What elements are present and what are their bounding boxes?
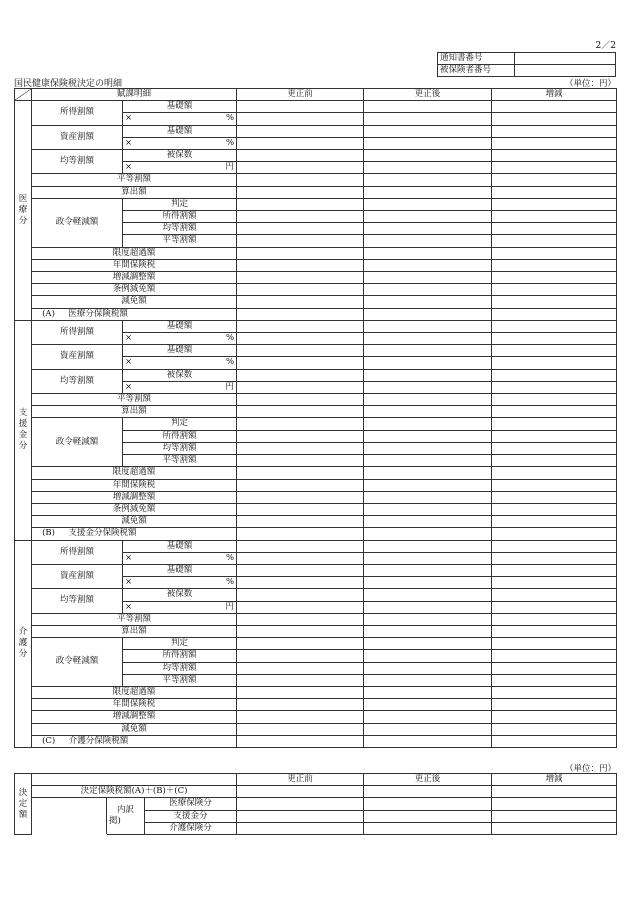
value-after[interactable] bbox=[364, 577, 492, 589]
value-diff[interactable] bbox=[492, 333, 617, 345]
final-total-label: 決定保険税額(A)＋(B)＋(C) bbox=[32, 786, 237, 798]
section-total-label: (C) 介護分保険税額 bbox=[32, 735, 237, 747]
value-diff[interactable] bbox=[492, 674, 617, 686]
final-unit-label: （単位：円） bbox=[564, 764, 616, 774]
value-diff[interactable] bbox=[492, 381, 617, 393]
row-red-income: 所得割額 bbox=[123, 211, 237, 223]
value-before[interactable] bbox=[237, 674, 364, 686]
breakdown-support-diff[interactable] bbox=[492, 810, 617, 822]
row-income: 所得割額 bbox=[32, 540, 123, 564]
final-col-before: 更正前 bbox=[237, 774, 364, 786]
row-limit: 限度超過額 bbox=[32, 247, 237, 259]
row-annual: 年間保険税 bbox=[32, 699, 237, 711]
value-before[interactable] bbox=[237, 479, 364, 491]
value-after[interactable] bbox=[364, 650, 492, 662]
value-after[interactable] bbox=[364, 686, 492, 698]
final-side-label: 決 定 額 bbox=[15, 774, 32, 835]
header-corner bbox=[15, 89, 32, 101]
value-diff[interactable] bbox=[492, 308, 617, 320]
rate-cell: × % bbox=[123, 552, 237, 564]
row-base: 基礎額 bbox=[123, 101, 237, 113]
row-base: 基礎額 bbox=[123, 125, 237, 137]
value-after[interactable] bbox=[364, 101, 492, 113]
value-after[interactable] bbox=[364, 284, 492, 296]
value-after[interactable] bbox=[364, 491, 492, 503]
value-diff[interactable] bbox=[492, 174, 617, 186]
row-asset: 資産割額 bbox=[32, 564, 123, 588]
value-diff[interactable] bbox=[492, 320, 617, 332]
value-after[interactable] bbox=[364, 272, 492, 284]
row-flat: 平等割額 bbox=[32, 174, 237, 186]
breakdown-support-before[interactable] bbox=[237, 810, 364, 822]
row-base: 基礎額 bbox=[123, 345, 237, 357]
value-after[interactable] bbox=[364, 150, 492, 162]
value-after[interactable] bbox=[364, 223, 492, 235]
row-judge: 判定 bbox=[123, 198, 237, 210]
value-before[interactable] bbox=[237, 455, 364, 467]
row-red-income: 所得割額 bbox=[123, 430, 237, 442]
value-before[interactable] bbox=[237, 113, 364, 125]
row-calc: 算出額 bbox=[32, 625, 237, 637]
section-label: 医 療 分 bbox=[15, 101, 32, 321]
value-after[interactable] bbox=[364, 699, 492, 711]
rate-cell: × % bbox=[123, 577, 237, 589]
value-before[interactable] bbox=[237, 333, 364, 345]
value-before[interactable] bbox=[237, 723, 364, 735]
value-before[interactable] bbox=[237, 125, 364, 137]
value-before[interactable] bbox=[237, 259, 364, 271]
row-red-flat: 平等割額 bbox=[123, 455, 237, 467]
page-title: 国民健康保険税決定の明細 bbox=[14, 79, 123, 89]
value-diff[interactable] bbox=[492, 345, 617, 357]
unit-label: （単位：円） bbox=[564, 79, 616, 89]
value-before[interactable] bbox=[237, 296, 364, 308]
value-before[interactable] bbox=[237, 247, 364, 259]
page-number: 2／2 bbox=[595, 41, 616, 51]
value-after[interactable] bbox=[364, 430, 492, 442]
value-after[interactable] bbox=[364, 137, 492, 149]
value-before[interactable] bbox=[237, 235, 364, 247]
row-ordinance: 条例減免額 bbox=[32, 503, 237, 515]
row-red-equal: 均等割額 bbox=[123, 442, 237, 454]
value-after[interactable] bbox=[364, 516, 492, 528]
col-before: 更正前 bbox=[237, 89, 364, 101]
row-base: 基礎額 bbox=[123, 564, 237, 576]
value-after[interactable] bbox=[364, 162, 492, 174]
row-adjust: 増減調整額 bbox=[32, 711, 237, 723]
breakdown-support-label: 支援金分 bbox=[145, 810, 237, 822]
value-diff[interactable] bbox=[492, 162, 617, 174]
value-before[interactable] bbox=[237, 162, 364, 174]
value-after[interactable] bbox=[364, 589, 492, 601]
value-before[interactable] bbox=[237, 308, 364, 320]
value-after[interactable] bbox=[364, 357, 492, 369]
breakdown-medical-diff[interactable] bbox=[492, 798, 617, 810]
value-diff[interactable] bbox=[492, 211, 617, 223]
value-before[interactable] bbox=[237, 564, 364, 576]
breakdown-care-diff[interactable] bbox=[492, 822, 617, 834]
value-diff[interactable] bbox=[492, 430, 617, 442]
value-before[interactable] bbox=[237, 577, 364, 589]
value-before[interactable] bbox=[237, 625, 364, 637]
value-diff[interactable] bbox=[492, 491, 617, 503]
row-adjust: 増減調整額 bbox=[32, 272, 237, 284]
row-red-flat: 平等割額 bbox=[123, 674, 237, 686]
rate-cell: × 円 bbox=[123, 162, 237, 174]
row-adjust: 増減調整額 bbox=[32, 491, 237, 503]
value-diff[interactable] bbox=[492, 247, 617, 259]
value-after[interactable] bbox=[364, 333, 492, 345]
row-red-income: 所得割額 bbox=[123, 650, 237, 662]
value-before[interactable] bbox=[237, 711, 364, 723]
value-before[interactable] bbox=[237, 467, 364, 479]
value-diff[interactable] bbox=[492, 516, 617, 528]
value-after[interactable] bbox=[364, 479, 492, 491]
final-col-after: 更正後 bbox=[364, 774, 492, 786]
value-diff[interactable] bbox=[492, 406, 617, 418]
row-equal: 均等割額 bbox=[32, 369, 123, 393]
row-calc: 算出額 bbox=[32, 406, 237, 418]
row-equal: 均等割額 bbox=[32, 589, 123, 613]
value-before[interactable] bbox=[237, 516, 364, 528]
row-insured: 被保数 bbox=[123, 369, 237, 381]
value-before[interactable] bbox=[237, 137, 364, 149]
value-diff[interactable] bbox=[492, 723, 617, 735]
value-diff[interactable] bbox=[492, 259, 617, 271]
final-total-diff[interactable] bbox=[492, 786, 617, 798]
value-after[interactable] bbox=[364, 601, 492, 613]
breakdown-medical-before[interactable] bbox=[237, 798, 364, 810]
value-diff[interactable] bbox=[492, 357, 617, 369]
value-diff[interactable] bbox=[492, 528, 617, 540]
value-before[interactable] bbox=[237, 101, 364, 113]
value-diff[interactable] bbox=[492, 150, 617, 162]
value-diff[interactable] bbox=[492, 662, 617, 674]
breakdown-support-after[interactable] bbox=[364, 810, 492, 822]
row-equal: 均等割額 bbox=[32, 150, 123, 174]
value-after[interactable] bbox=[364, 247, 492, 259]
notice-number-label: 通知書番号 bbox=[438, 53, 515, 65]
value-before[interactable] bbox=[237, 613, 364, 625]
value-after[interactable] bbox=[364, 455, 492, 467]
col-diff: 増減 bbox=[492, 89, 617, 101]
value-diff[interactable] bbox=[492, 455, 617, 467]
value-before[interactable] bbox=[237, 686, 364, 698]
value-diff[interactable] bbox=[492, 735, 617, 747]
final-total-after[interactable] bbox=[364, 786, 492, 798]
row-insured: 被保数 bbox=[123, 150, 237, 162]
row-judge: 判定 bbox=[123, 638, 237, 650]
value-after[interactable] bbox=[364, 259, 492, 271]
value-before[interactable] bbox=[237, 357, 364, 369]
row-flat: 平等割額 bbox=[32, 613, 237, 625]
value-after[interactable] bbox=[364, 711, 492, 723]
value-before[interactable] bbox=[237, 503, 364, 515]
insured-number-label: 被保険者番号 bbox=[438, 65, 515, 77]
value-after[interactable] bbox=[364, 125, 492, 137]
value-before[interactable] bbox=[237, 320, 364, 332]
value-after[interactable] bbox=[364, 418, 492, 430]
row-base: 基礎額 bbox=[123, 540, 237, 552]
value-diff[interactable] bbox=[492, 272, 617, 284]
value-diff[interactable] bbox=[492, 284, 617, 296]
value-after[interactable] bbox=[364, 406, 492, 418]
value-diff[interactable] bbox=[492, 613, 617, 625]
final-total-before[interactable] bbox=[237, 786, 364, 798]
breakdown-label: 内訳 掲) bbox=[107, 798, 145, 835]
value-after[interactable] bbox=[364, 735, 492, 747]
final-amount-table bbox=[14, 773, 617, 835]
value-diff[interactable] bbox=[492, 101, 617, 113]
value-after[interactable] bbox=[364, 113, 492, 125]
value-before[interactable] bbox=[237, 223, 364, 235]
row-reduction: 政令軽減額 bbox=[32, 638, 123, 687]
value-after[interactable] bbox=[364, 674, 492, 686]
value-before[interactable] bbox=[237, 186, 364, 198]
value-after[interactable] bbox=[364, 552, 492, 564]
value-diff[interactable] bbox=[492, 552, 617, 564]
row-exemption: 減免額 bbox=[32, 723, 237, 735]
row-red-equal: 均等割額 bbox=[123, 223, 237, 235]
value-before[interactable] bbox=[237, 174, 364, 186]
value-diff[interactable] bbox=[492, 589, 617, 601]
value-before[interactable] bbox=[237, 650, 364, 662]
col-after: 更正後 bbox=[364, 89, 492, 101]
value-after[interactable] bbox=[364, 198, 492, 210]
value-before[interactable] bbox=[237, 381, 364, 393]
value-before[interactable] bbox=[237, 430, 364, 442]
value-diff[interactable] bbox=[492, 650, 617, 662]
breakdown-care-before[interactable] bbox=[237, 822, 364, 834]
value-before[interactable] bbox=[237, 589, 364, 601]
section-label: 介 護 分 bbox=[15, 540, 32, 747]
final-col-diff: 増減 bbox=[492, 774, 617, 786]
section-label: 支 援 金 分 bbox=[15, 320, 32, 540]
value-before[interactable] bbox=[237, 528, 364, 540]
notice-header-table bbox=[437, 52, 616, 77]
value-before[interactable] bbox=[237, 211, 364, 223]
value-diff[interactable] bbox=[492, 394, 617, 406]
value-after[interactable] bbox=[364, 638, 492, 650]
row-reduction: 政令軽減額 bbox=[32, 418, 123, 467]
value-after[interactable] bbox=[364, 662, 492, 674]
row-reduction: 政令軽減額 bbox=[32, 198, 123, 247]
value-before[interactable] bbox=[237, 735, 364, 747]
value-diff[interactable] bbox=[492, 369, 617, 381]
rate-cell: × 円 bbox=[123, 381, 237, 393]
value-after[interactable] bbox=[364, 442, 492, 454]
section-total-label: (A) 医療分保険税額 bbox=[32, 308, 237, 320]
tax-detail-table bbox=[14, 88, 617, 748]
value-diff[interactable] bbox=[492, 503, 617, 515]
value-diff[interactable] bbox=[492, 564, 617, 576]
value-before[interactable] bbox=[237, 198, 364, 210]
value-diff[interactable] bbox=[492, 686, 617, 698]
row-asset: 資産割額 bbox=[32, 345, 123, 369]
col-detail: 賦課明細 bbox=[32, 89, 237, 101]
value-after[interactable] bbox=[364, 235, 492, 247]
value-before[interactable] bbox=[237, 394, 364, 406]
row-ordinance: 条例減免額 bbox=[32, 284, 237, 296]
value-diff[interactable] bbox=[492, 235, 617, 247]
value-before[interactable] bbox=[237, 345, 364, 357]
value-after[interactable] bbox=[364, 625, 492, 637]
row-judge: 判定 bbox=[123, 418, 237, 430]
value-before[interactable] bbox=[237, 272, 364, 284]
row-flat: 平等割額 bbox=[32, 394, 237, 406]
value-after[interactable] bbox=[364, 296, 492, 308]
value-before[interactable] bbox=[237, 150, 364, 162]
value-after[interactable] bbox=[364, 528, 492, 540]
row-exemption: 減免額 bbox=[32, 296, 237, 308]
row-income: 所得割額 bbox=[32, 101, 123, 125]
value-diff[interactable] bbox=[492, 125, 617, 137]
rate-cell: × % bbox=[123, 357, 237, 369]
value-diff[interactable] bbox=[492, 577, 617, 589]
value-after[interactable] bbox=[364, 381, 492, 393]
value-before[interactable] bbox=[237, 406, 364, 418]
value-diff[interactable] bbox=[492, 186, 617, 198]
value-before[interactable] bbox=[237, 699, 364, 711]
value-before[interactable] bbox=[237, 540, 364, 552]
value-diff[interactable] bbox=[492, 198, 617, 210]
row-red-equal: 均等割額 bbox=[123, 662, 237, 674]
value-diff[interactable] bbox=[492, 711, 617, 723]
row-exemption: 減免額 bbox=[32, 516, 237, 528]
value-after[interactable] bbox=[364, 564, 492, 576]
value-diff[interactable] bbox=[492, 467, 617, 479]
row-base: 基礎額 bbox=[123, 320, 237, 332]
rate-cell: × % bbox=[123, 137, 237, 149]
value-before[interactable] bbox=[237, 418, 364, 430]
rate-cell: × % bbox=[123, 333, 237, 345]
value-diff[interactable] bbox=[492, 418, 617, 430]
rate-cell: × 円 bbox=[123, 601, 237, 613]
row-annual: 年間保険税 bbox=[32, 259, 237, 271]
row-asset: 資産割額 bbox=[32, 125, 123, 149]
row-annual: 年間保険税 bbox=[32, 479, 237, 491]
row-income: 所得割額 bbox=[32, 320, 123, 344]
value-diff[interactable] bbox=[492, 479, 617, 491]
value-after[interactable] bbox=[364, 211, 492, 223]
value-before[interactable] bbox=[237, 662, 364, 674]
value-after[interactable] bbox=[364, 394, 492, 406]
row-red-flat: 平等割額 bbox=[123, 235, 237, 247]
value-diff[interactable] bbox=[492, 601, 617, 613]
value-after[interactable] bbox=[364, 467, 492, 479]
value-diff[interactable] bbox=[492, 296, 617, 308]
value-diff[interactable] bbox=[492, 223, 617, 235]
row-limit: 限度超過額 bbox=[32, 467, 237, 479]
value-diff[interactable] bbox=[492, 137, 617, 149]
value-after[interactable] bbox=[364, 174, 492, 186]
insured-number-value[interactable] bbox=[515, 65, 616, 77]
value-after[interactable] bbox=[364, 369, 492, 381]
value-after[interactable] bbox=[364, 186, 492, 198]
value-before[interactable] bbox=[237, 442, 364, 454]
value-before[interactable] bbox=[237, 284, 364, 296]
value-diff[interactable] bbox=[492, 625, 617, 637]
value-after[interactable] bbox=[364, 308, 492, 320]
row-insured: 被保数 bbox=[123, 589, 237, 601]
notice-number-value[interactable] bbox=[515, 53, 616, 65]
value-after[interactable] bbox=[364, 540, 492, 552]
breakdown-medical-after[interactable] bbox=[364, 798, 492, 810]
value-diff[interactable] bbox=[492, 442, 617, 454]
value-diff[interactable] bbox=[492, 113, 617, 125]
row-limit: 限度超過額 bbox=[32, 686, 237, 698]
value-before[interactable] bbox=[237, 638, 364, 650]
breakdown-medical-label: 医療保険分 bbox=[145, 798, 237, 810]
value-after[interactable] bbox=[364, 503, 492, 515]
value-diff[interactable] bbox=[492, 540, 617, 552]
value-before[interactable] bbox=[237, 491, 364, 503]
breakdown-care-label: 介護保険分 bbox=[145, 822, 237, 834]
value-diff[interactable] bbox=[492, 699, 617, 711]
value-before[interactable] bbox=[237, 369, 364, 381]
value-after[interactable] bbox=[364, 345, 492, 357]
value-before[interactable] bbox=[237, 552, 364, 564]
rate-cell: × % bbox=[123, 113, 237, 125]
value-diff[interactable] bbox=[492, 638, 617, 650]
row-calc: 算出額 bbox=[32, 186, 237, 198]
breakdown-care-after[interactable] bbox=[364, 822, 492, 834]
value-after[interactable] bbox=[364, 320, 492, 332]
section-total-label: (B) 支援金分保険税額 bbox=[32, 528, 237, 540]
value-after[interactable] bbox=[364, 613, 492, 625]
value-before[interactable] bbox=[237, 601, 364, 613]
value-after[interactable] bbox=[364, 723, 492, 735]
